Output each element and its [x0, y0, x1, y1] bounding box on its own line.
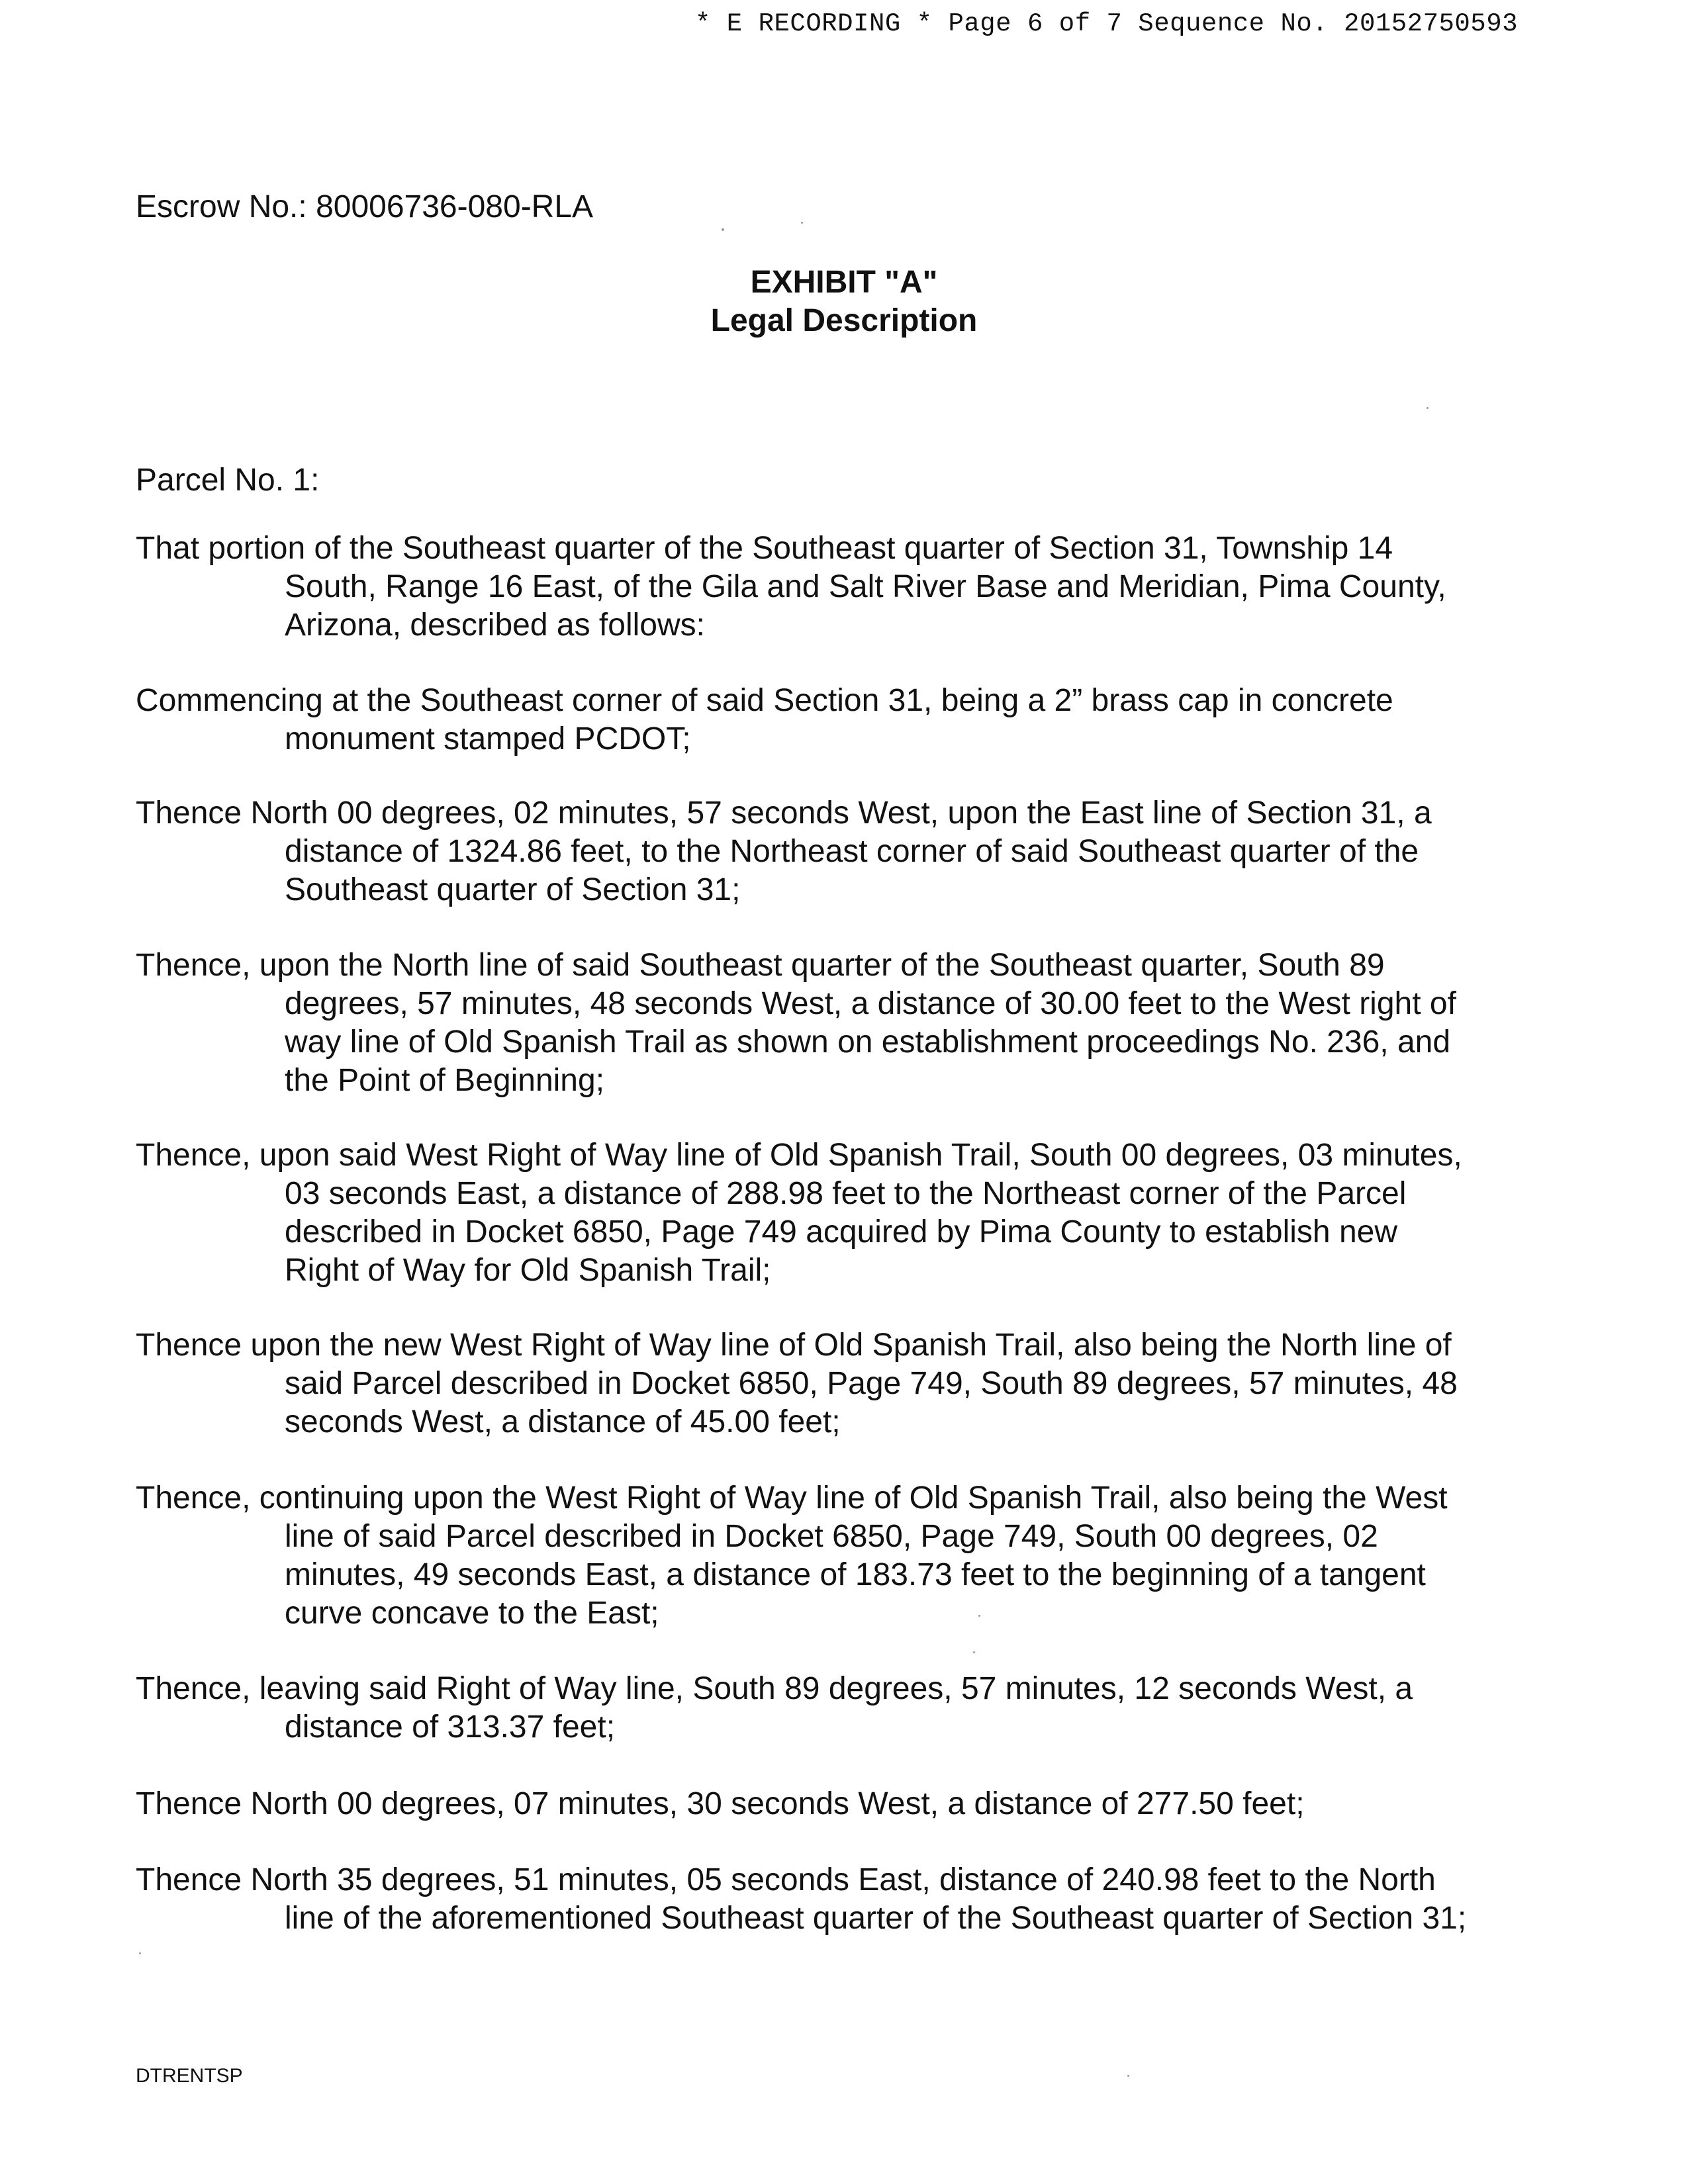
paragraph-course-6	[136, 1670, 1559, 1747]
paragraph-line: way line of Old Spanish Trail as shown on establishment proceedings No. 236, and	[285, 1024, 1451, 1060]
scan-speck	[139, 1952, 141, 1954]
scan-speck	[722, 228, 724, 231]
scan-speck	[978, 1615, 980, 1617]
paragraph-course-1	[136, 794, 1559, 909]
scan-speck	[1127, 2075, 1129, 2077]
exhibit-heading	[0, 263, 1688, 340]
paragraph-line: Arizona, described as follows:	[285, 608, 705, 643]
paragraph-line: Thence North 00 degrees, 07 minutes, 30 seconds West, a distance of 277.50 feet;	[136, 1786, 1305, 1821]
paragraph-course-5	[136, 1479, 1559, 1633]
paragraph-line: the Point of Beginning;	[285, 1063, 605, 1098]
paragraph-line: South, Range 16 East, of the Gila and Salt River Base and Meridian, Pima County,	[285, 569, 1446, 604]
paragraph-line: Thence, upon said West Right of Way line of Old Spanish Trail, South 00 degrees, 03 minutes,	[136, 1138, 1462, 1173]
paragraph-line: Thence, leaving said Right of Way line, South 89 degrees, 57 minutes, 12 seconds West, a	[136, 1671, 1413, 1706]
paragraph-line: degrees, 57 minutes, 48 seconds West, a distance of 30.00 feet to the West right of	[285, 986, 1456, 1021]
paragraph-line: line of said Parcel described in Docket 6850, Page 749, South 00 degrees, 02	[285, 1519, 1378, 1554]
paragraph-course-4	[136, 1326, 1559, 1441]
paragraph-line: monument stamped PCDOT;	[285, 721, 691, 756]
recording-header: * E RECORDING * Page 6 of 7 Sequence No. 20152750593	[695, 9, 1518, 38]
exhibit-title: EXHIBIT "A"	[750, 265, 938, 300]
paragraph-course-8	[136, 1861, 1559, 1938]
paragraph-line: Thence upon the new West Right of Way line of Old Spanish Trail, also being the North line of	[136, 1328, 1452, 1363]
escrow-number: Escrow No.: 80006736-080-RLA	[136, 189, 594, 224]
paragraph-course-3	[136, 1136, 1559, 1290]
paragraph-line: distance of 1324.86 feet, to the Northeast corner of said Southeast quarter of the	[285, 834, 1419, 869]
paragraph-line: Thence, upon the North line of said Southeast quarter of the Southeast quarter, South 89	[136, 948, 1385, 983]
paragraph-line: 03 seconds East, a distance of 288.98 feet to the Northeast corner of the Parcel	[285, 1176, 1407, 1211]
paragraph-line: said Parcel described in Docket 6850, Page 749, South 89 degrees, 57 minutes, 48	[285, 1366, 1458, 1401]
paragraph-line: line of the aforementioned Southeast quarter of the Southeast quarter of Section 31;	[285, 1901, 1467, 1936]
paragraph-line: described in Docket 6850, Page 749 acquired by Pima County to establish new	[285, 1214, 1398, 1250]
paragraph-line: Right of Way for Old Spanish Trail;	[285, 1253, 771, 1288]
paragraph-line: Thence North 00 degrees, 02 minutes, 57 seconds West, upon the East line of Section 31, a	[136, 796, 1432, 831]
paragraph-line: Thence, continuing upon the West Right of Way line of Old Spanish Trail, also being the West	[136, 1480, 1448, 1516]
paragraph-line: distance of 313.37 feet;	[285, 1709, 616, 1745]
paragraph-line: minutes, 49 seconds East, a distance of 183.73 feet to the beginning of a tangent	[285, 1557, 1426, 1592]
paragraph-intro	[136, 529, 1559, 645]
paragraph-line: Southeast quarter of Section 31;	[285, 872, 741, 907]
scan-speck	[801, 222, 803, 224]
footer-identifier: DTRENTSP	[136, 2065, 243, 2087]
paragraph-course-7	[136, 1785, 1559, 1823]
paragraph-line: seconds West, a distance of 45.00 feet;	[285, 1404, 841, 1439]
paragraph-commencing	[136, 682, 1559, 758]
exhibit-subtitle: Legal Description	[710, 303, 978, 338]
scan-speck	[1427, 407, 1429, 409]
paragraph-line: Thence North 35 degrees, 51 minutes, 05 seconds East, distance of 240.98 feet to the North	[136, 1862, 1436, 1897]
parcel-label: Parcel No. 1:	[136, 463, 320, 498]
paragraph-line: curve concave to the East;	[285, 1596, 659, 1631]
scan-speck	[973, 1651, 975, 1653]
paragraph-course-2	[136, 946, 1559, 1100]
paragraph-line: Commencing at the Southeast corner of said Section 31, being a 2” brass cap in concrete	[136, 683, 1393, 718]
paragraph-line: That portion of the Southeast quarter of the Southeast quarter of Section 31, Township 14	[136, 531, 1393, 566]
